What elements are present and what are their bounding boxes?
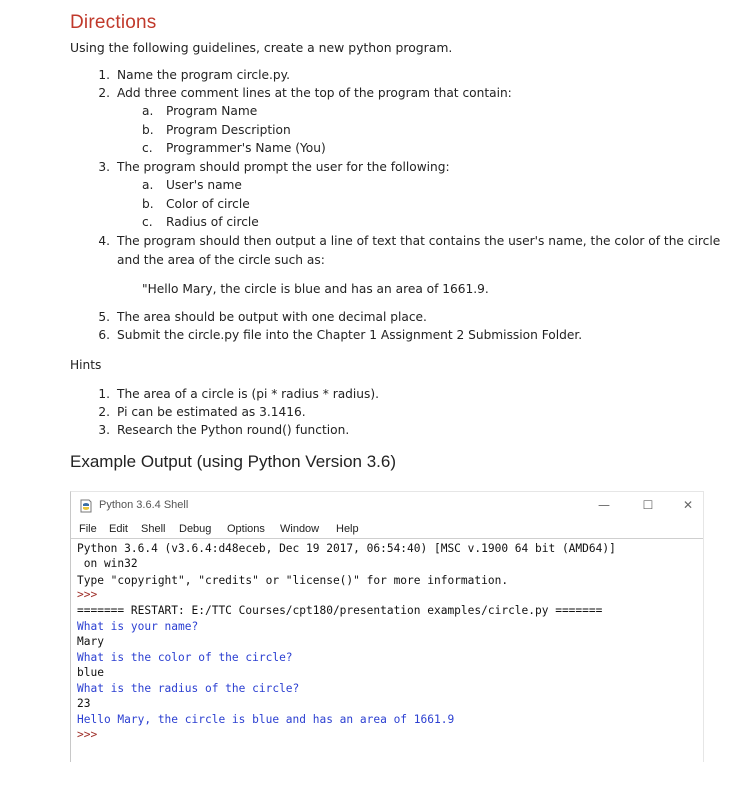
console-line: What is the radius of the circle? bbox=[77, 682, 300, 695]
item-text: The program should then output a line of text that contains the user's name, the color of the circle bbox=[117, 234, 721, 248]
menu-options[interactable]: Options bbox=[227, 523, 265, 535]
item-number: 1. bbox=[98, 387, 110, 401]
example-output-heading: Example Output (using Python Version 3.6) bbox=[70, 452, 397, 471]
menu-file[interactable]: File bbox=[79, 523, 97, 535]
subitem-letter: c. bbox=[142, 215, 153, 229]
hint-item-2 bbox=[88, 405, 306, 419]
python-shell-window bbox=[70, 491, 704, 762]
shell-titlebar bbox=[71, 492, 703, 520]
item-number: 3. bbox=[98, 423, 110, 437]
console-line: blue bbox=[77, 666, 104, 679]
item-number: 4. bbox=[98, 234, 110, 248]
subitem-text: Programmer's Name (You) bbox=[166, 141, 326, 155]
console-line: Mary bbox=[77, 635, 104, 648]
subitem-letter: b. bbox=[142, 123, 154, 137]
subitem-text: Color of circle bbox=[166, 197, 250, 211]
item-number: 5. bbox=[98, 310, 110, 324]
hint-item-3 bbox=[88, 423, 349, 437]
hints-heading: Hints bbox=[70, 358, 102, 372]
menu-help[interactable]: Help bbox=[336, 523, 359, 535]
item-text: The program should prompt the user for the following: bbox=[117, 160, 450, 174]
item-number: 3. bbox=[98, 160, 110, 174]
console-prompt: >>> bbox=[77, 588, 104, 601]
subitem-text: Program Description bbox=[166, 123, 291, 137]
item-text: Name the program circle.py. bbox=[117, 68, 290, 82]
direction-subitem-3a bbox=[142, 178, 242, 192]
item-number: 2. bbox=[98, 405, 110, 419]
item-text: The area should be output with one decimal place. bbox=[117, 310, 427, 324]
direction-subitem-3b bbox=[142, 197, 250, 211]
direction-item-6 bbox=[88, 328, 582, 342]
direction-subitem-2c bbox=[142, 141, 326, 155]
console-line: 23 bbox=[77, 697, 91, 710]
item-text: Submit the circle.py file into the Chapter 1 Assignment 2 Submission Folder. bbox=[117, 328, 583, 342]
console-line: What is your name? bbox=[77, 620, 199, 633]
console-line: What is the color of the circle? bbox=[77, 651, 293, 664]
item-number: 1. bbox=[98, 68, 110, 82]
example-quote: "Hello Mary, the circle is blue and has an area of 1661.9. bbox=[142, 282, 489, 296]
menu-debug[interactable]: Debug bbox=[179, 523, 212, 535]
subitem-letter: b. bbox=[142, 197, 154, 211]
item-number: 6. bbox=[98, 328, 110, 342]
close-button[interactable]: ✕ bbox=[682, 498, 694, 512]
console-line: on win32 bbox=[77, 557, 138, 570]
subitem-letter: c. bbox=[142, 141, 153, 155]
direction-item-1 bbox=[88, 68, 290, 82]
console-line: ======= RESTART: E:/TTC Courses/cpt180/presentation examples/circle.py ======= bbox=[77, 604, 603, 617]
subitem-letter: a. bbox=[142, 104, 154, 118]
item-text: The area of a circle is (pi * radius * radius). bbox=[117, 387, 379, 401]
direction-subitem-2a bbox=[142, 104, 257, 118]
shell-console[interactable] bbox=[71, 538, 703, 762]
item-number: 2. bbox=[98, 86, 110, 100]
menu-edit[interactable]: Edit bbox=[109, 523, 128, 535]
direction-item-4-continued: and the area of the circle such as: bbox=[117, 253, 325, 267]
menu-window[interactable]: Window bbox=[280, 523, 320, 535]
hint-item-1 bbox=[88, 387, 379, 401]
minimize-button[interactable]: — bbox=[598, 498, 610, 512]
subitem-text: Radius of circle bbox=[166, 215, 259, 229]
subitem-text: Program Name bbox=[166, 104, 258, 118]
subitem-letter: a. bbox=[142, 178, 154, 192]
console-line: Type "copyright", "credits" or "license()" for more information. bbox=[77, 574, 509, 587]
console-line: Python 3.6.4 (v3.6.4:d48eceb, Dec 19 2017, 06:54:40) [MSC v.1900 64 bit (AMD64)] bbox=[77, 542, 616, 555]
item-text: Add three comment lines at the top of the program that contain: bbox=[117, 86, 512, 100]
menu-shell[interactable]: Shell bbox=[141, 523, 166, 535]
direction-subitem-3c bbox=[142, 215, 259, 229]
directions-intro: Using the following guidelines, create a new python program. bbox=[70, 40, 453, 55]
console-prompt: >>> bbox=[77, 728, 104, 741]
directions-heading: Directions bbox=[70, 12, 157, 33]
python-logo-icon bbox=[79, 499, 93, 513]
console-line: Hello Mary, the circle is blue and has an area of 1661.9 bbox=[77, 713, 455, 726]
item-text: Research the Python round() function. bbox=[117, 423, 350, 437]
direction-item-3 bbox=[88, 160, 450, 174]
direction-item-2 bbox=[88, 86, 512, 100]
direction-item-4 bbox=[88, 234, 720, 248]
shell-menubar bbox=[71, 520, 703, 538]
shell-window-title: Python 3.6.4 Shell bbox=[99, 499, 189, 511]
maximize-button[interactable]: ☐ bbox=[642, 498, 654, 512]
item-text: Pi can be estimated as 3.1416. bbox=[117, 405, 306, 419]
direction-item-5 bbox=[88, 310, 427, 324]
subitem-text: User's name bbox=[166, 178, 242, 192]
direction-subitem-2b bbox=[142, 123, 291, 137]
